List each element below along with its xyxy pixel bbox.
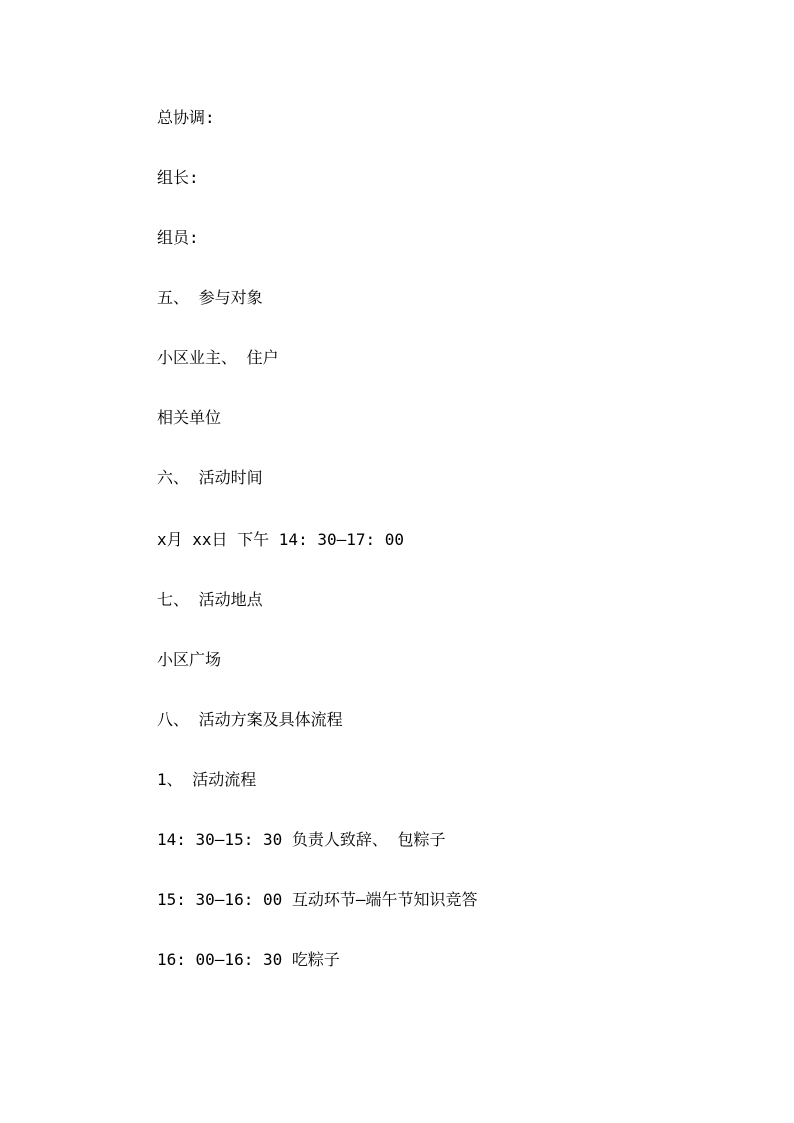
schedule-item-2: 15: 30—16: 00 互动环节—端午节知识竞答 xyxy=(157,890,478,909)
section-heading-activity-time: 六、 活动时间 xyxy=(157,468,263,487)
subheading-activity-flow: 1、 活动流程 xyxy=(157,770,257,789)
section-heading-participants: 五、 参与对象 xyxy=(157,288,263,307)
text-line-residents: 小区业主、 住户 xyxy=(157,348,279,367)
section-heading-activity-location: 七、 活动地点 xyxy=(157,590,263,609)
text-line-group-leader: 组长: xyxy=(157,168,199,187)
schedule-item-1: 14: 30—15: 30 负责人致辞、 包粽子 xyxy=(157,830,446,849)
text-line-date-time: x月 xx日 下午 14: 30—17: 00 xyxy=(157,530,405,549)
text-line-group-members: 组员: xyxy=(157,228,199,247)
text-line-coordinator: 总协调: xyxy=(157,108,215,127)
text-line-related-units: 相关单位 xyxy=(157,408,222,427)
section-heading-activity-plan: 八、 活动方案及具体流程 xyxy=(157,710,343,729)
schedule-item-3: 16: 00—16: 30 吃粽子 xyxy=(157,950,340,969)
text-line-location: 小区广场 xyxy=(157,650,222,669)
